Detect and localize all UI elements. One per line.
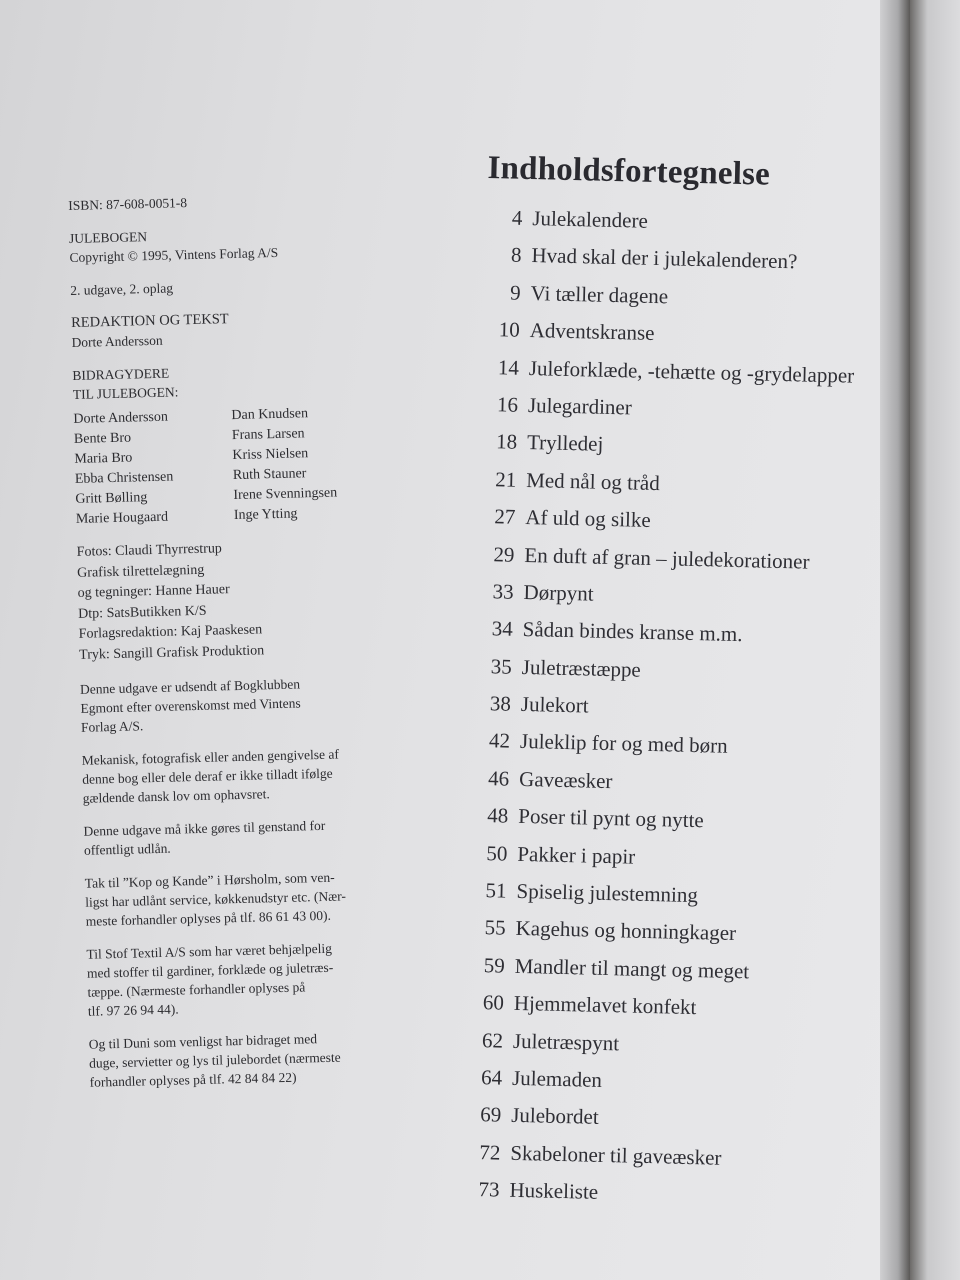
bookclub-block xyxy=(80,672,391,737)
toc-entry-title: Vi tæller dagene xyxy=(530,280,669,309)
thanks-line: forhandler oplyses på tlf. 42 84 84 22) xyxy=(89,1069,297,1090)
credit-line: Fotos: Claudi Thyrrestrup xyxy=(76,541,223,560)
toc-page-number: 64 xyxy=(480,1065,503,1090)
toc-entry-title: Juletræstæppe xyxy=(521,654,642,682)
toc-entry-title: Kagehus og honningkager xyxy=(515,916,737,946)
toc-entry-title: Julekalendere xyxy=(532,206,649,233)
editor: Dorte Andersson xyxy=(71,332,163,350)
credit-line: Grafisk tilrettelægning xyxy=(77,562,205,581)
lending-line: offentligt udlån. xyxy=(83,840,171,858)
contributor: Irene Svenningsen xyxy=(233,485,338,504)
credit-line: Tryk: Sangill Grafisk Produktion xyxy=(79,642,265,663)
legal-line: gældende dansk lov om ophavsret. xyxy=(82,786,270,806)
contributors-list xyxy=(73,402,386,529)
contributor: Ebba Christensen xyxy=(74,469,174,487)
credit-line: og tegninger: Hanne Hauer xyxy=(77,582,230,601)
thanks-line: duge, servietter og lys til julebordet (nærmeste xyxy=(89,1049,341,1071)
contributor: Maria Bro xyxy=(74,450,133,467)
contributor: Dorte Andersson xyxy=(73,409,169,427)
toc-page-number: 35 xyxy=(490,653,513,679)
thanks-line: Til Stof Textil A/S som har været behjælpelig xyxy=(86,940,333,962)
credit-line: Dtp: SatsButikken K/S xyxy=(78,603,207,622)
toc-entry-title: Julebordet xyxy=(510,1103,600,1130)
toc-page-number: 38 xyxy=(489,691,512,716)
lending-line: Denne udgave må ikke gøres til genstand for xyxy=(83,817,326,839)
toc-page-number: 14 xyxy=(497,354,520,380)
toc-entry-title: Juleforklæde, -tehætte og -grydelapper xyxy=(528,355,855,388)
table-of-contents xyxy=(463,150,878,1217)
toc-entry-title: Huskeliste xyxy=(509,1177,599,1205)
editorial-heading: REDAKTION OG TEKST xyxy=(70,311,229,331)
contributor: Marie Hougaard xyxy=(75,509,169,527)
toc-page-number: 29 xyxy=(493,541,515,567)
editorial-block xyxy=(71,306,382,352)
colophon xyxy=(68,188,400,1105)
toc-entry-title: Hvad skal der i julekalenderen? xyxy=(531,243,798,274)
toc-page-number: 27 xyxy=(494,504,516,529)
thanks-line: ligst har udlånt service, køkkenudstyr etc. (Nær- xyxy=(85,888,347,910)
toc-entry-title: Dørpynt xyxy=(523,579,594,606)
toc-entry-title: Pakker i papir xyxy=(517,841,636,869)
contributor: Kriss Nielsen xyxy=(232,446,309,464)
toc-page-number: 72 xyxy=(479,1139,501,1165)
toc-entry-title: Mandler til mangt og meget xyxy=(514,953,750,984)
page-edge xyxy=(880,0,910,1280)
bookclub-line: Denne udgave er udsendt af Bogklubben xyxy=(79,676,301,697)
toc-page-number: 9 xyxy=(509,280,521,305)
bookclub-line: Egmont efter overenskomst med Vintens xyxy=(80,695,301,716)
toc-title: Indholdsfortegnelse xyxy=(487,150,771,193)
toc-entry-title: Spiselig julestemning xyxy=(516,878,699,908)
contributor: Bente Bro xyxy=(73,430,132,447)
toc-page-number: 16 xyxy=(496,392,519,417)
contributor: Gritt Bølling xyxy=(75,490,148,507)
bookclub-line: Forlag A/S. xyxy=(80,718,144,735)
legal-block xyxy=(82,743,393,808)
toc-entry-title: Juletræspynt xyxy=(512,1028,620,1055)
thanks-block-3 xyxy=(88,1027,399,1092)
edition: 2. udgave, 2. oplag xyxy=(70,280,174,298)
thanks-line: tlf. 97 26 94 44). xyxy=(87,1001,179,1019)
thanks-line: meste forhandler oplyses på tlf. 86 61 43 00). xyxy=(85,907,332,929)
thanks-block-1 xyxy=(85,866,396,931)
toc-entry-title: Juleklip for og med børn xyxy=(519,729,728,759)
toc-page-number: 42 xyxy=(488,728,511,754)
toc-entry-title: Sådan bindes kranse m.m. xyxy=(522,617,743,647)
toc-entry-title: Hjemmelavet konfekt xyxy=(513,991,697,1020)
toc-page-number: 60 xyxy=(482,990,505,1015)
toc-page-number: 73 xyxy=(478,1177,500,1202)
toc-page-number: 21 xyxy=(494,466,517,492)
book-title: JULEBOGEN xyxy=(68,229,148,246)
credit-line: Forlagsredaktion: Kaj Paaskesen xyxy=(78,622,263,642)
thanks-block-2 xyxy=(86,937,398,1021)
toc-page-number: 48 xyxy=(487,803,509,828)
edition-block xyxy=(70,273,380,300)
toc-page-number: 4 xyxy=(511,205,523,230)
toc-page-number: 33 xyxy=(492,579,514,604)
toc-entry-title: Adventskranse xyxy=(529,318,655,346)
toc-page-number: 51 xyxy=(485,878,507,903)
toc-page-number: 50 xyxy=(486,840,508,866)
toc-entry-title: Gaveæsker xyxy=(518,766,613,793)
toc-page-number: 10 xyxy=(498,317,521,342)
toc-page-number: 8 xyxy=(510,242,522,268)
contributor: Ruth Stauner xyxy=(232,466,307,484)
toc-page-number: 59 xyxy=(483,952,506,978)
toc-page-number: 55 xyxy=(484,915,506,941)
toc-page-number: 62 xyxy=(481,1027,504,1053)
contributor: Frans Larsen xyxy=(231,426,305,444)
contributor: Inge Ytting xyxy=(233,506,298,524)
title-block xyxy=(69,221,380,267)
toc-entry-title: Julegardiner xyxy=(527,392,633,420)
contributors-heading xyxy=(72,358,383,404)
toc-page-number: 46 xyxy=(487,766,510,791)
legal-line: Mekanisk, fotografisk eller anden gengivelse af xyxy=(81,746,340,768)
toc-entry-title: En duft af gran – juledekorationer xyxy=(524,542,810,574)
toc-entry-title: Af uld og silke xyxy=(525,505,652,533)
toc-page-number: 34 xyxy=(491,616,514,642)
contributors-heading-line: BIDRAGYDERE xyxy=(72,365,170,383)
thanks-line: tæppe. (Nærmeste forhandler oplyses på xyxy=(87,979,306,1000)
toc-list xyxy=(463,199,877,1217)
toc-entry-title: Trylledej xyxy=(526,430,604,457)
isbn: ISBN: 87-608-0051-8 xyxy=(68,195,188,213)
contributor: Dan Knudsen xyxy=(231,406,309,424)
thanks-line: Og til Duni som venligst har bidraget med xyxy=(88,1031,318,1052)
credits-block xyxy=(76,535,389,666)
toc-entry-title: Julemaden xyxy=(511,1065,603,1092)
toc-entry-title: Poser til pynt og nytte xyxy=(518,804,705,833)
toc-entry-title: Med nål og tråd xyxy=(525,467,661,495)
next-page xyxy=(910,0,960,1280)
thanks-line: med stoffer til gardiner, forklæde og juletræs- xyxy=(86,959,334,981)
legal-line: denne bog eller dele deraf er ikke tilladt ifølge xyxy=(82,765,333,787)
toc-entry-title: Julekort xyxy=(520,692,589,718)
toc-page-number: 69 xyxy=(479,1102,502,1127)
toc-page-number: 18 xyxy=(495,429,518,455)
contributors-heading-line: TIL JULEBOGEN: xyxy=(72,384,179,402)
lending-block xyxy=(83,814,394,860)
thanks-line: Tak til ”Kop og Kande” i Hørsholm, som ven- xyxy=(84,869,335,891)
toc-entry-title: Skabeloner til gaveæsker xyxy=(510,1140,722,1170)
copyright: Copyright © 1995, Vintens Forlag A/S xyxy=(69,244,279,265)
